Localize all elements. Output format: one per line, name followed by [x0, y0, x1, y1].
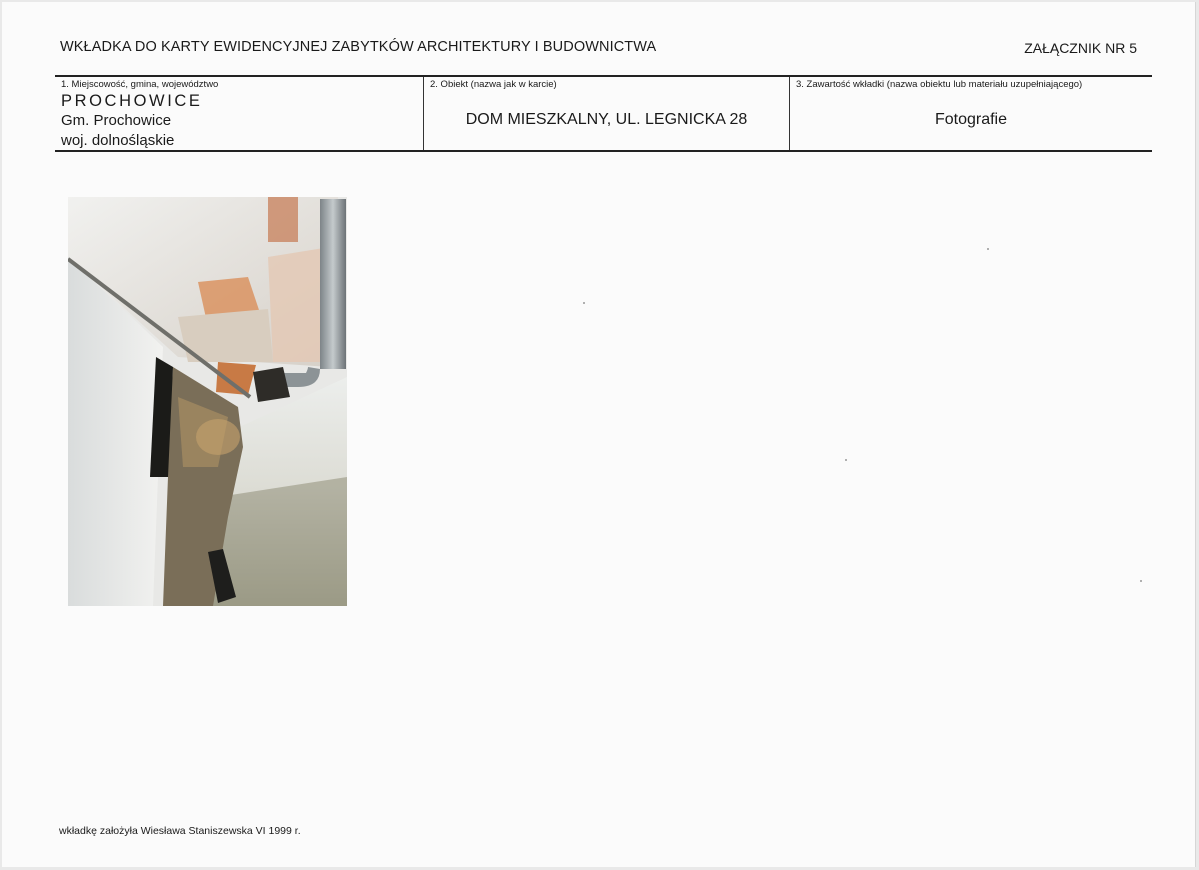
content-label: 3. Zawartość wkładki (nazwa obiektu lub materiału uzupełniającego): [796, 79, 1083, 90]
document-sheet: [2, 2, 1196, 867]
paper-speck: [987, 248, 989, 250]
info-table: [55, 75, 1152, 152]
footer-note: wkładkę założyła Wiesława Staniszewska VI 1999 r.: [59, 825, 301, 837]
location-name: PROCHOWICE: [61, 92, 203, 110]
building-photo: [68, 197, 347, 606]
annex-number: ZAŁĄCZNIK NR 5: [1024, 40, 1137, 56]
paper-speck: [583, 302, 585, 304]
location-cell: [55, 77, 423, 150]
paper-speck: [845, 459, 847, 461]
object-label: 2. Obiekt (nazwa jak w karcie): [430, 79, 557, 90]
location-label: 1. Miejscowość, gmina, województwo: [61, 79, 219, 90]
paper-speck: [1140, 580, 1142, 582]
content-value: Fotografie: [934, 111, 1008, 128]
object-value: DOM MIESZKALNY, UL. LEGNICKA 28: [465, 111, 748, 128]
content-cell: [789, 77, 1152, 150]
object-cell: [423, 77, 789, 150]
document-title: WKŁADKA DO KARTY EWIDENCYJNEJ ZABYTKÓW ARCHITEKTURY I BUDOWNICTWA: [60, 39, 657, 55]
location-province: woj. dolnośląskie: [61, 132, 175, 149]
location-commune: Gm. Prochowice: [61, 112, 172, 129]
